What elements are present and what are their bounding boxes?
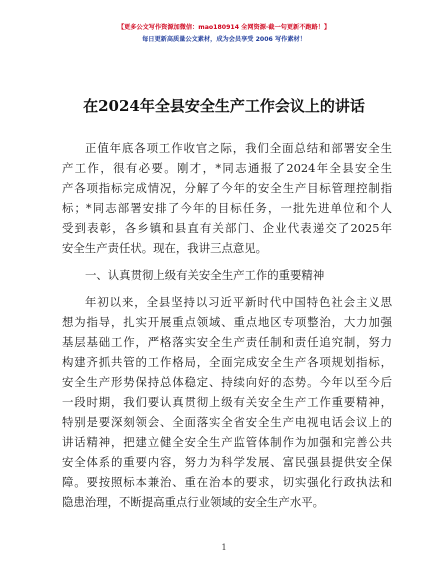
paragraph-1-line-3: 产各项指标完成情况，分解了今年的安全生产目标管理控制指 [62, 181, 392, 195]
paragraph-2-line-4: 构建齐抓共管的工作格局，全面完成安全生产各项规划指标， [62, 355, 392, 369]
paragraph-2-line-11: 隐患治理，不断提高重点行业领域的安全生产水平。 [62, 495, 324, 509]
promo-banner-line-1: 【更多公文写作资源加微信：mao180914 全网资源·截一句更新不跑路！】 [117, 24, 331, 31]
page-number: 1 [221, 543, 227, 552]
paragraph-2-line-8: 讲话精神，把建立健全安全生产监管体制作为加强和完善公共 [62, 435, 392, 449]
paragraph-1-line-2: 产工作，很有必要。刚才，*同志通报了2024年全县安全生 [62, 161, 392, 175]
paragraph-2-line-9: 安全体系的重要内容，努力为科学发展、富民强县提供安全保 [62, 455, 392, 469]
paragraph-2-line-2: 想为指导，扎实开展重点领域、重点地区专项整治，大力加强 [62, 315, 392, 329]
paragraph-1-line-5: 受到表彰，各乡镇和县直有关部门、企业代表递交了2025年 [62, 221, 392, 235]
paragraph-2-line-7: 特别是要深刻领会、全面落实全省安全生产电视电话会议上的 [62, 415, 392, 429]
paragraph-2-line-3: 基层基础工作，严格落实安全生产责任制和责任追究制，努力 [62, 335, 392, 349]
paragraph-1-line-6: 安全生产责任状。现在，我讲三点意见。 [62, 241, 268, 255]
paragraph-2-line-10: 障。要按照标本兼治、重在治本的要求，切实强化行政执法和 [62, 475, 392, 489]
paragraph-1-line-4: 标；*同志部署安排了今年的目标任务，一批先进单位和个人 [62, 201, 392, 215]
section-heading-1: 一、认真贯彻上级有关安全生产工作的重要精神 [85, 268, 325, 282]
paragraph-1-line-1: 正值年底各项工作收官之际，我们全面总结和部署安全生 [85, 141, 392, 155]
paragraph-2-line-6: 一段时期，我们要认真贯彻上级有关安全生产工作重要精神， [62, 395, 392, 409]
document-title: 在2024年全县安全生产工作会议上的讲话 [83, 97, 365, 115]
paragraph-2-line-1: 年初以来，全县坚持以习近平新时代中国特色社会主义思 [85, 295, 392, 309]
paragraph-2-line-5: 安全生产形势保持总体稳定、持续向好的态势。今年以至今后 [62, 375, 392, 389]
promo-banner-line-2: 每日更新高质量公文素材，成为会员享受 2006 写作素材！ [142, 36, 306, 43]
